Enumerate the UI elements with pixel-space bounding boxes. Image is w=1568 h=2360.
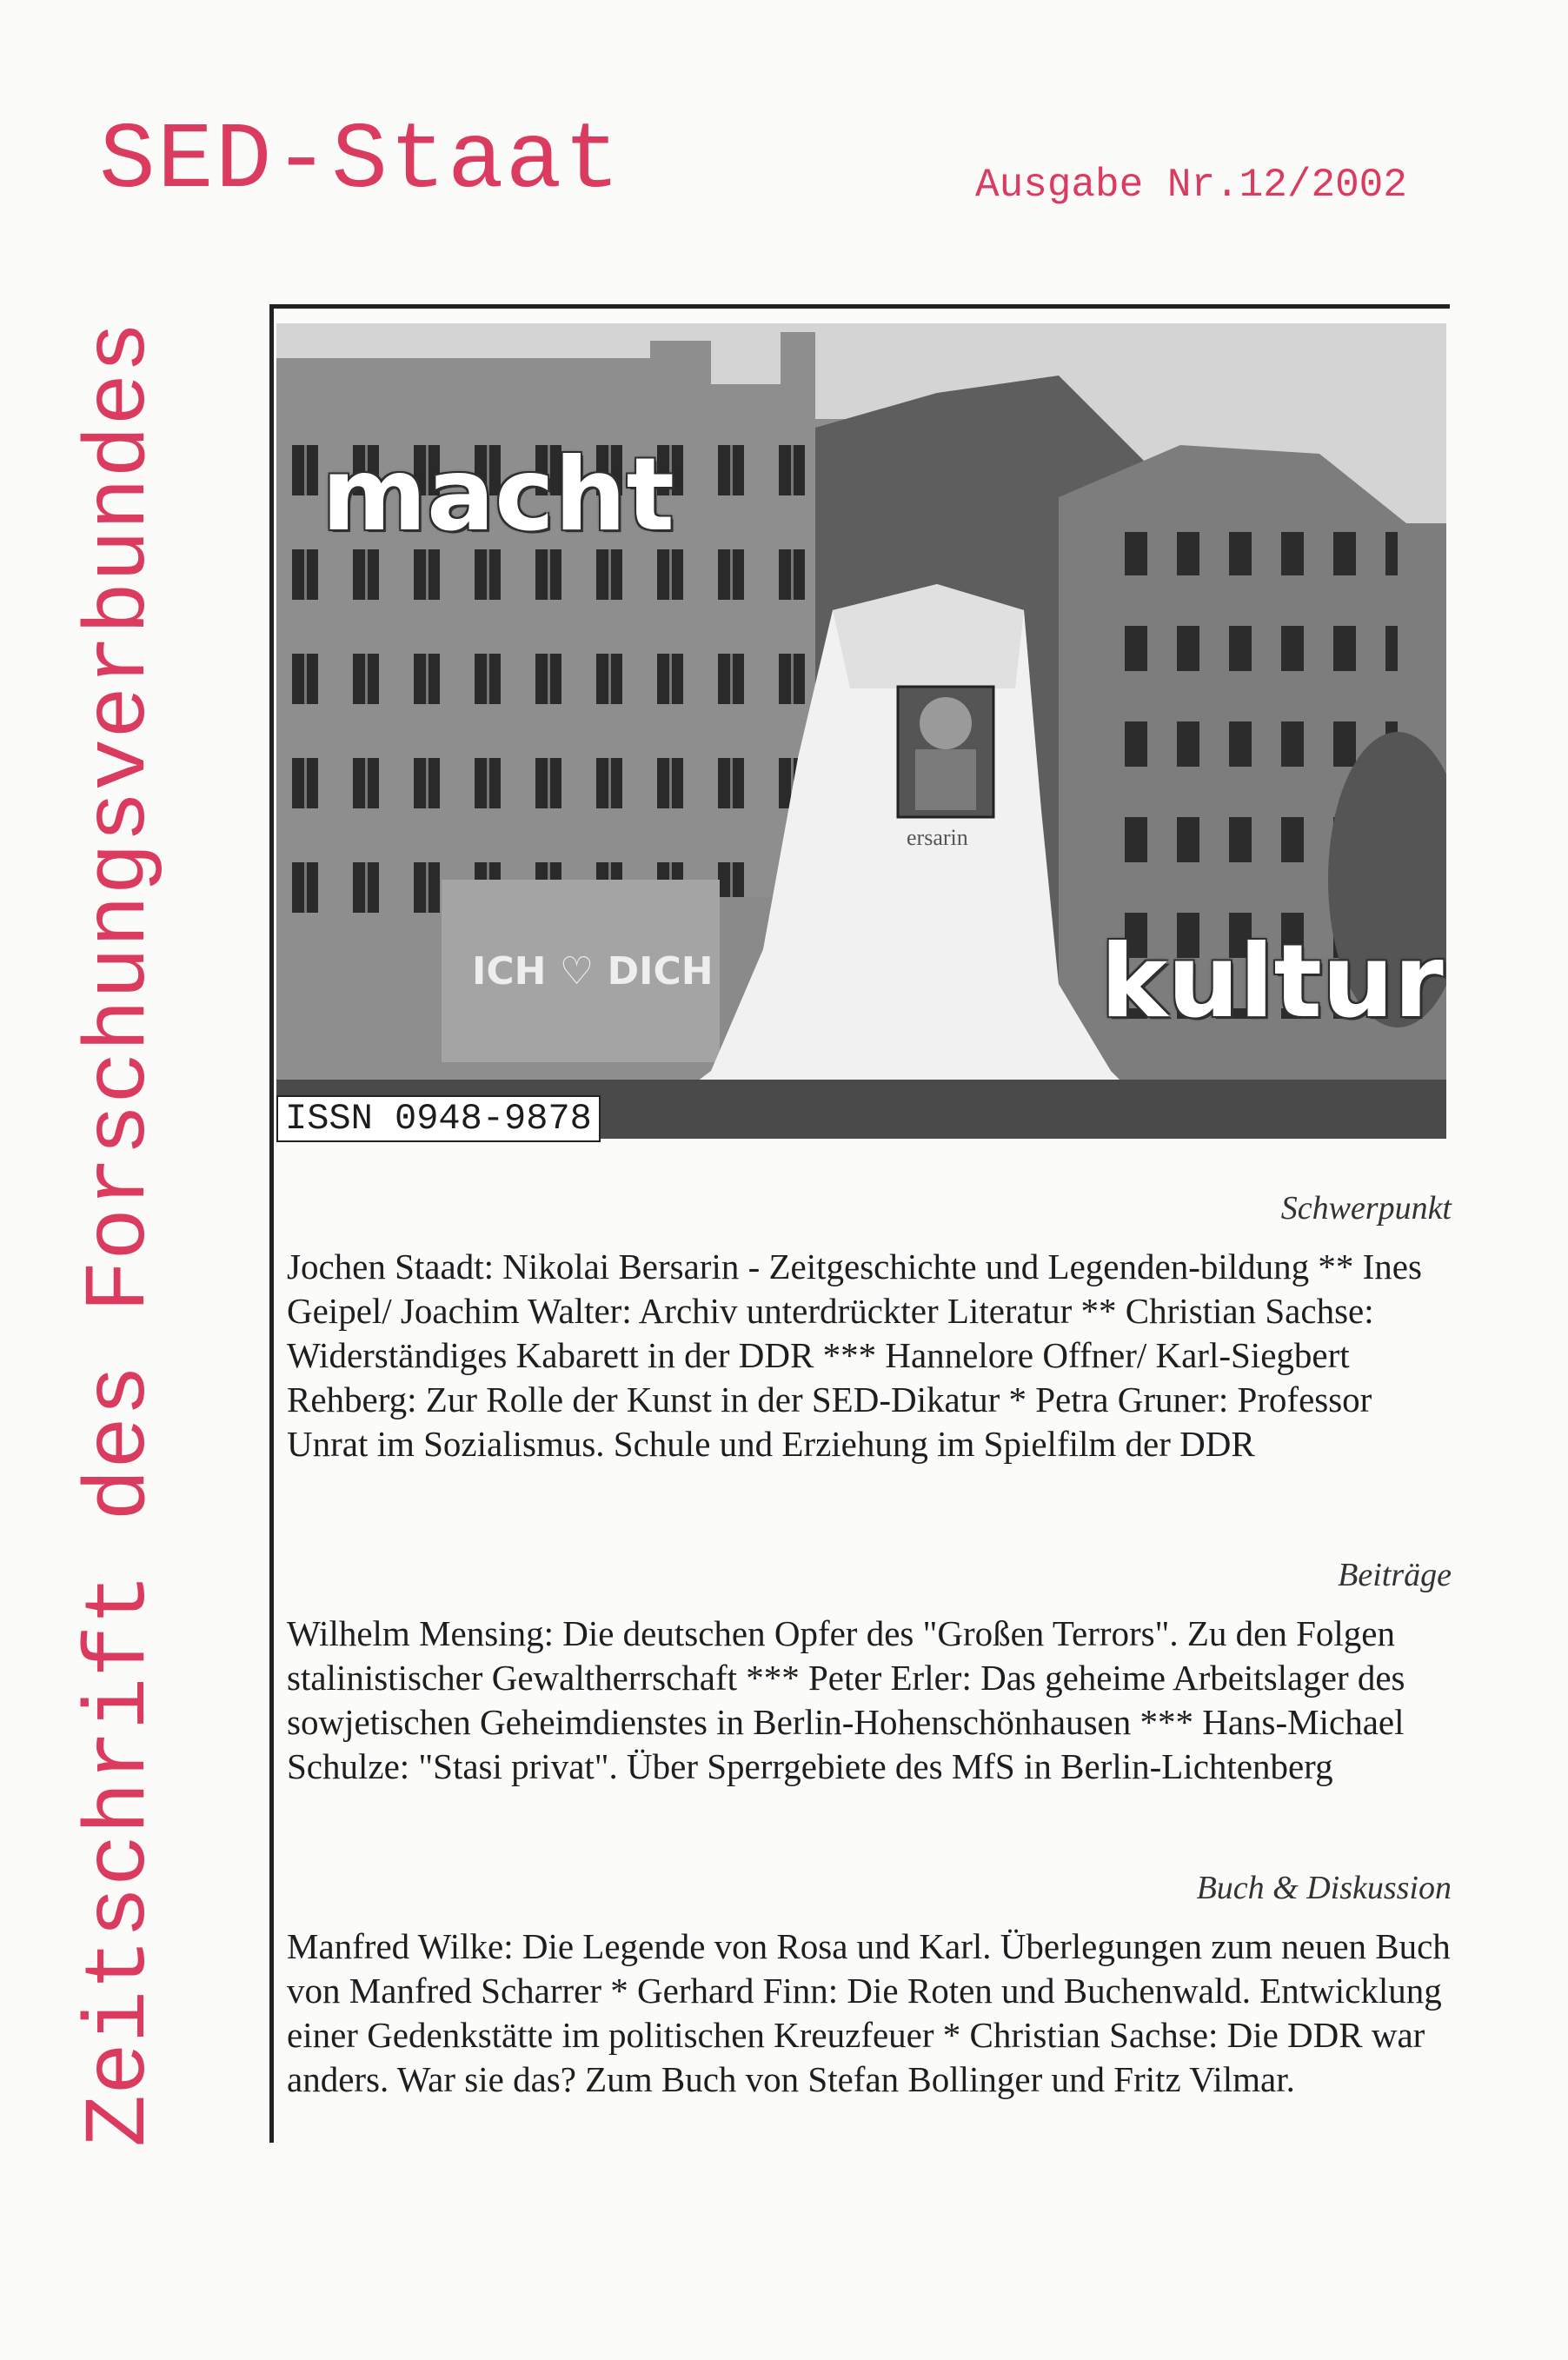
issn-label: ISSN 0948-9878 <box>276 1095 601 1142</box>
journal-title: SED-Staat <box>99 109 622 215</box>
monument-inscription: ersarin <box>907 825 968 850</box>
frame-top-rule <box>269 304 1450 309</box>
section-heading: Beiträge <box>1338 1557 1452 1593</box>
issue-number: Ausgabe Nr.12/2002 <box>975 163 1407 208</box>
section-heading: Buch & Diskussion <box>1196 1870 1452 1906</box>
overlay-word-kultur: kultur <box>1100 923 1444 1040</box>
section-schwerpunkt <box>287 1189 1452 1466</box>
section-buch-diskussion <box>287 1869 1452 2102</box>
section-body: Wilhelm Mensing: Die deutschen Opfer des "Großen Terrors". Zu den Folgen stalinistischer Gewaltherrschaft *** Peter Erler: Das geheime Arbeitslager des sowjetischen Geheimdienstes in Berlin-Hohenschönhausen *** Hans-Michael Schulze: "Stasi privat". Über Sperrgebiete des MfS in Berlin-Lichtenberg <box>287 1613 1405 1786</box>
overlay-word-macht: macht <box>322 436 674 554</box>
vertical-subtitle: Zeitschrift des Forschungsverbundes <box>72 321 170 2147</box>
section-heading: Schwerpunkt <box>1280 1190 1452 1227</box>
cover-photo <box>276 323 1446 1139</box>
section-beitraege <box>287 1556 1452 1789</box>
frame-left-rule <box>269 304 274 2143</box>
section-body: Jochen Staadt: Nikolai Bersarin - Zeitgeschichte und Legenden-bildung ** Ines Geipel/ Joachim Walter: Archiv unterdrückter Literatur ** Christian Sachse: Widerständiges Kabarett in der DDR *** Hannelore Offner/ Karl-Siegbert Rehberg: Zur Rolle der Kunst in der SED-Dikatur * Petra Gruner: Professor Unrat im Sozialismus. Schule und Erziehung im Spielfilm der DDR <box>287 1246 1422 1464</box>
graffiti-text: ICH ♡ DICH <box>472 949 714 994</box>
section-body: Manfred Wilke: Die Legende von Rosa und Karl. Überlegungen zum neuen Buch von Manfred Scharrer * Gerhard Finn: Die Roten und Buchenwald. Entwicklung einer Gedenkstätte im politischen Kreuzfeuer * Christian Sachse: Die DDR war anders. War sie das? Zum Buch von Stefan Bollinger und Fritz Vilmar. <box>287 1926 1451 2099</box>
